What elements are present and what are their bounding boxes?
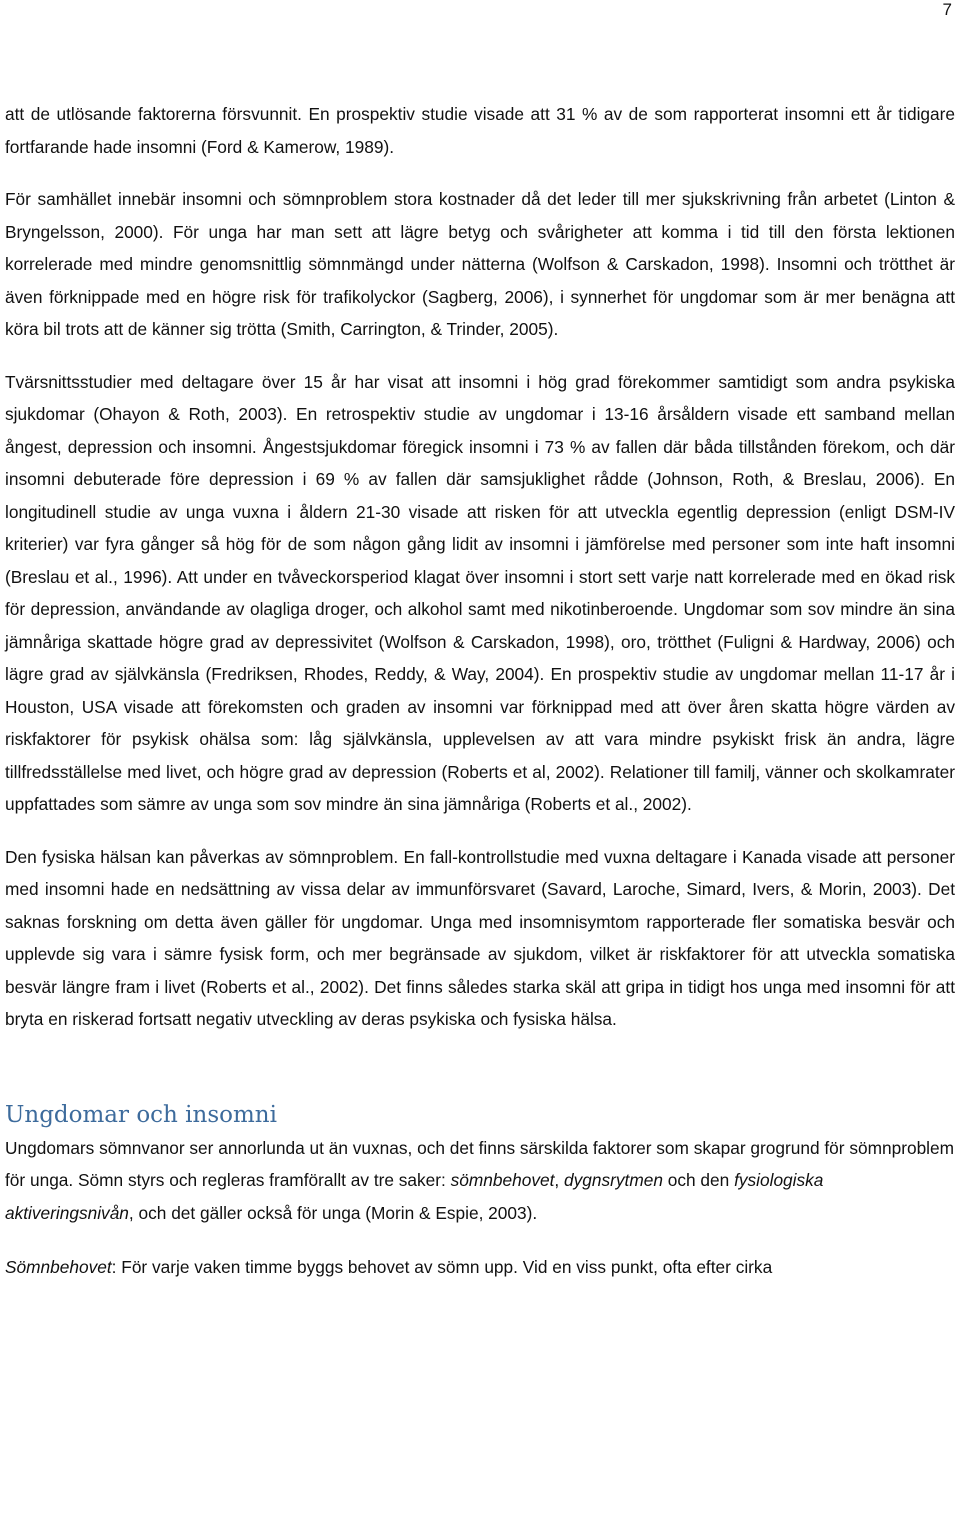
text-run: och den: [662, 1170, 735, 1190]
paragraph-physical-health: Den fysiska hälsan kan påverkas av sömnproblem. En fall-kontrollstudie med vuxna deltagare i Kanada visade att personer med insomni hade en nedsättning av vissa delar av immunförsvaret (Savard, Laroche, Simard, Ivers, & Morin, 2003). Det saknas forskning om detta även gäller för ungdomar. Unga med insomnisymtom rapporterade fler somatiska besvär och upplevde sig vara i sämre fysisk form, och mer begränsade av sjukdom, vilket är riskfaktorer för att utveckla somatiska besvär längre fram i livet (Roberts et al., 2002). Det finns således starka skäl att gripa in tidigt hos unga med insomni för att bryta en riskerad fortsatt negativ utveckling av deras psykiska och fysiska hälsa.: [5, 846, 955, 1029]
text-run: ,: [554, 1170, 565, 1190]
paragraph-youth-sleep-habits: [5, 1132, 955, 1230]
text-run: Ungdomars sömnvanor ser annorlunda ut än vuxnas, och det finns särskilda faktorer som skapar grogrund för sömnproblem för unga. Sömn styrs och regleras framförallt av tre saker:: [5, 1137, 955, 1190]
term-sleep-need: Sömnbehovet: [5, 1257, 112, 1277]
term-circadian-rhythm: dygnsrytmen: [564, 1170, 663, 1190]
text-run: , och det gäller också för unga (Morin & Espie, 2003).: [128, 1202, 538, 1223]
paragraph-sleep-need: [5, 1251, 955, 1284]
paragraph-insomnia-persistence: att de utlösande faktorerna försvunnit. En prospektiv studie visade att 31 % av de som rapporterat insomni ett år tidigare fortfarande hade insomni (Ford & Kamerow, 1989).: [5, 104, 955, 157]
section-heading: Ungdomar och insomni: [5, 1101, 277, 1128]
document-body: [5, 98, 955, 1284]
term-arousal-level: fysiologiska aktiveringsnivån: [5, 1170, 824, 1223]
term-sleep-need: sömnbehovet: [450, 1170, 555, 1190]
text-run: : För varje vaken timme byggs behovet av sömn upp. Vid en viss punkt, ofta efter cirka: [111, 1257, 773, 1277]
page-number: 7: [942, 0, 952, 19]
paragraph-psychiatric-comorbidity: Tvärsnittsstudier med deltagare över 15 år har visat att insomni i hög grad förekommer samtidigt som andra psykiska sjukdomar (Ohayon & Roth, 2003). En retrospektiv studie av ungdomar i 13-16 årsåldern visade ett samband mellan ångest, depression och insomni. Ångestsjukdomar föregick insomni i 73 % av fallen där båda tillstånden förekom, och där insomni debuterade före depression i 69 % av fallen där samsjuklighet rådde (Johnson, Roth, & Breslau, 2006). En longitudinell studie av unga vuxna i åldern 21-30 visade att risken för att utveckla egentlig depression (enligt DSM-IV kriterier) var fyra gånger så hög för de som någon gång lidit av insomni i jämförelse med personer som inte haft insomni (Breslau et al., 1996). Att under en tvåveckorsperiod klagat över insomni i stort sett varje natt korrelerade med en ökad risk för depression, användande av olagliga droger, och alkohol samt med nikotinberoende. Ungdomar som sov mindre än sina jämnåriga skattade högre grad av depressivitet (Wolfson & Carskadon, 1998), oro, trötthet (Fuligni & Hardway, 2006) och lägre grad av självkänsla (Fredriksen, Rhodes, Reddy, & Way, 2004). En prospektiv studie av ungdomar mellan 11-17 år i Houston, USA visade att förekomsten och graden av insomni var förknippad med att över åren skatta högre värden av riskfaktorer för psykisk ohälsa som: låg självkänsla, upplevelsen av att vara mindre psykiskt frisk än andra, lägre tillfredsställelse med livet, och högre grad av depression (Roberts et al, 2002). Relationer till familj, vänner och skolkamrater uppfattades som sämre av unga som sov mindre än sina jämnåriga (Roberts et al., 2002).: [5, 371, 955, 814]
paragraph-societal-costs: För samhället innebär insomni och sömnproblem stora kostnader då det leder till mer sjukskrivning från arbetet (Linton & Bryngelsson, 2000). För unga har man sett att lägre betyg och svårigheter att komma i tid till den första lektionen korrelerade med mindre genomsnittlig sömnmängd under nätterna (Wolfson & Carskadon, 1998). Insomni och trötthet är även förknippade med en högre risk för trafikolyckor (Sagberg, 2006), i synnerhet för ungdomar som är mer benägna att köra bil trots att de känner sig trötta (Smith, Carrington, & Trinder, 2005).: [5, 189, 955, 339]
